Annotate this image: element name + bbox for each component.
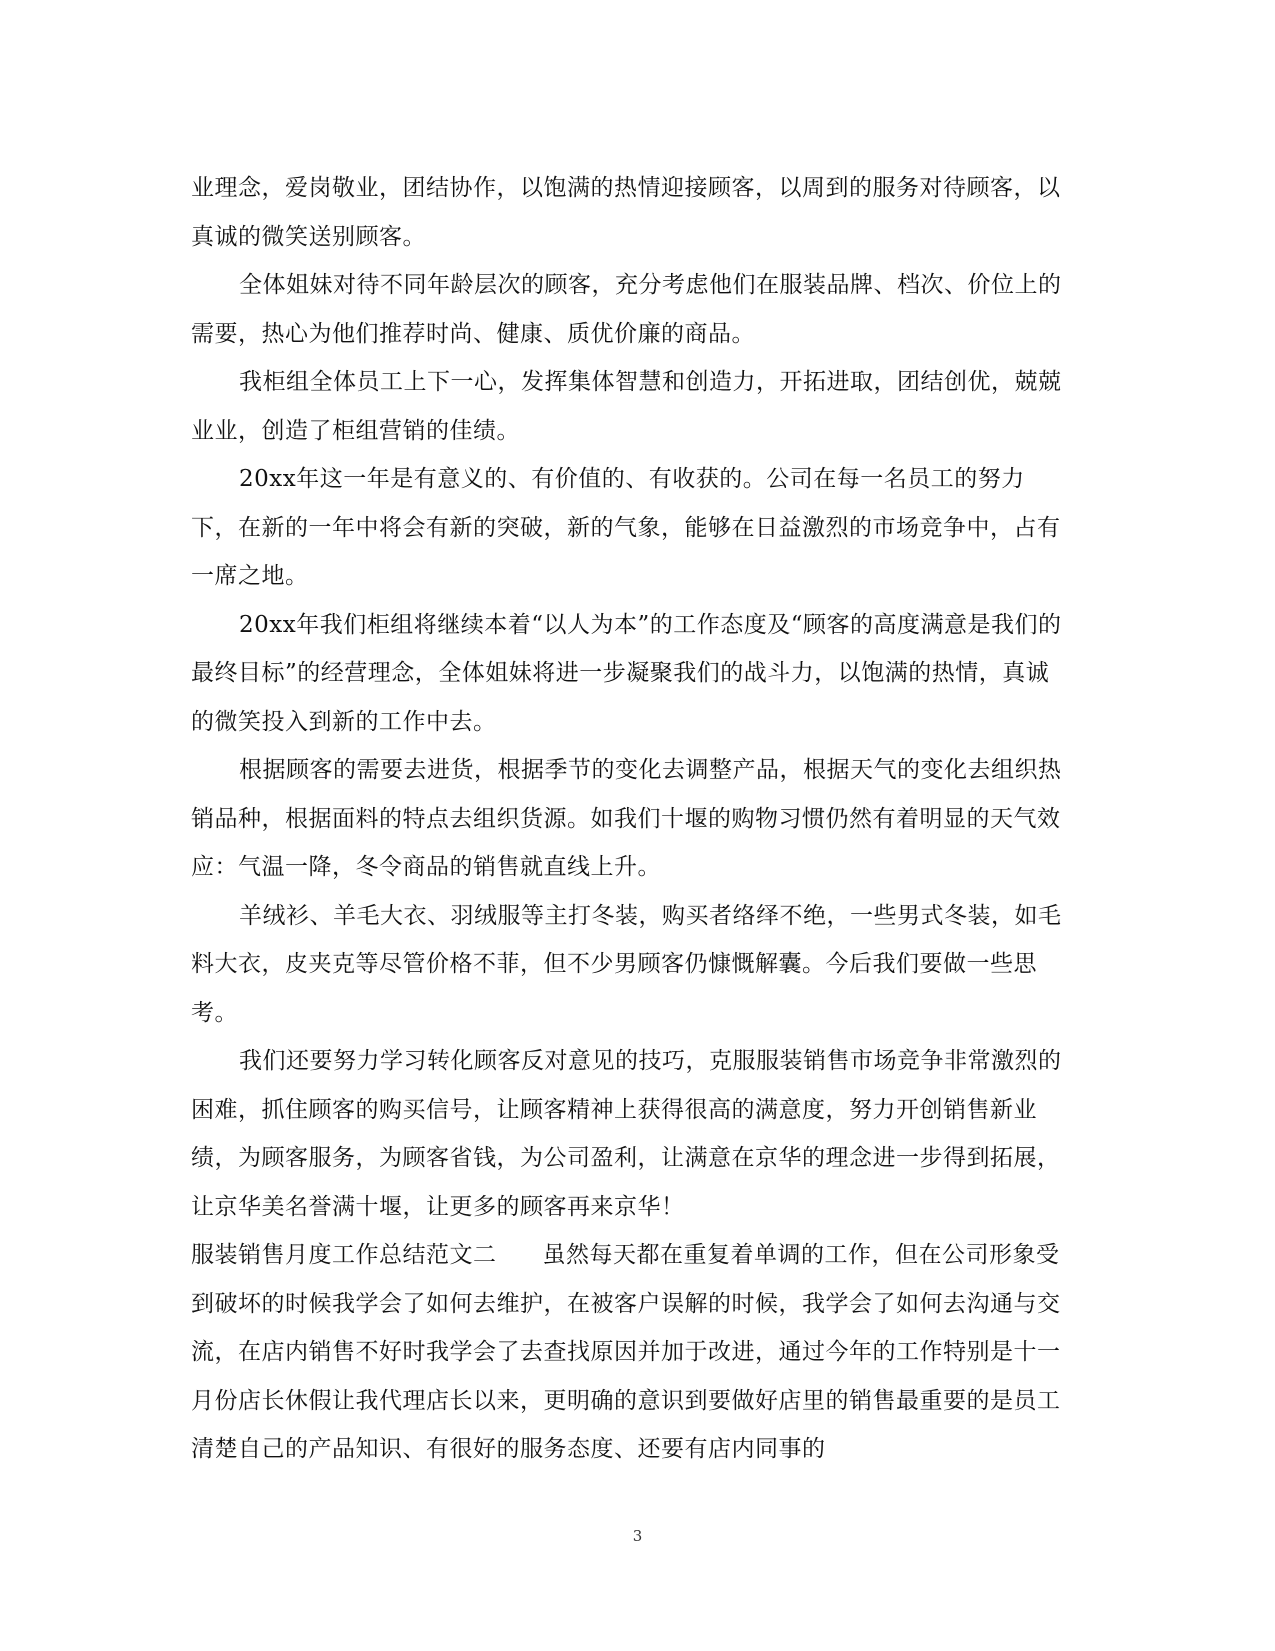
paragraph: 20xx年我们柜组将继续本着“以人为本”的工作态度及“顾客的高度满意是我们的最终目标”的经营理念，全体姐妹将进一步凝聚我们的战斗力，以饱满的热情，真诚的微笑投入到新的工作中去。 (191, 611, 1062, 735)
section-paragraph (191, 1231, 1071, 1474)
paragraph: 业理念，爱岗敬业，团结协作，以饱满的热情迎接顾客，以周到的服务对待顾客，以真诚的微笑送别顾客。 (191, 175, 1061, 250)
section-text: 虽然每天都在重复着单调的工作，但在公司形象受到破坏的时候我学会了如何去维护，在被客户误解的时候，我学会了如何去沟通与交流，在店内销售不好时我学会了去查找原因并加于改进，通过今年的工作特别是十一月份店长休假让我代理店长以来，更明确的意识到要做好店里的销售最重要的是员工清楚自己的产品知识、有很好的服务态度、还要有店内同事的 (191, 1242, 1061, 1462)
paragraph: 羊绒衫、羊毛大衣、羽绒服等主打冬装，购买者络绎不绝，一些男式冬装，如毛料大衣，皮夹克等尽管价格不菲，但不少男顾客仍慷慨解囊。今后我们要做一些思考。 (191, 902, 1062, 1026)
section-heading: 服装销售月度工作总结范文二 (191, 1242, 497, 1268)
paragraph: 全体姐妹对待不同年龄层次的顾客，充分考虑他们在服装品牌、档次、价位上的需要，热心为他们推荐时尚、健康、质优价廉的商品。 (191, 272, 1062, 347)
page-number: 3 (632, 1527, 643, 1545)
paragraph: 我柜组全体员工上下一心，发挥集体智慧和创造力，开拓进取，团结创优，兢兢业业，创造了柜组营销的佳绩。 (191, 369, 1062, 444)
paragraph: 根据顾客的需要去进货，根据季节的变化去调整产品，根据天气的变化去组织热销品种，根据面料的特点去组织货源。如我们十堰的购物习惯仍然有着明显的天气效应：气温一降，冬令商品的销售就直线上升。 (191, 757, 1062, 880)
paragraph: 我们还要努力学习转化顾客反对意见的技巧，克服服装销售市场竞争非常激烈的困难，抓住顾客的购买信号，让顾客精神上获得很高的满意度，努力开创销售新业绩，为顾客服务，为顾客省钱，为公司盈利，让满意在京华的理念进一步得到拓展，让京华美名誉满十堰，让更多的顾客再来京华！ (191, 1048, 1062, 1220)
document-body (191, 164, 1071, 1474)
paragraph: 20xx年这一年是有意义的、有价值的、有收获的。公司在每一名员工的努力下，在新的一年中将会有新的突破，新的气象，能够在日益激烈的市场竞争中，占有一席之地。 (191, 466, 1061, 589)
